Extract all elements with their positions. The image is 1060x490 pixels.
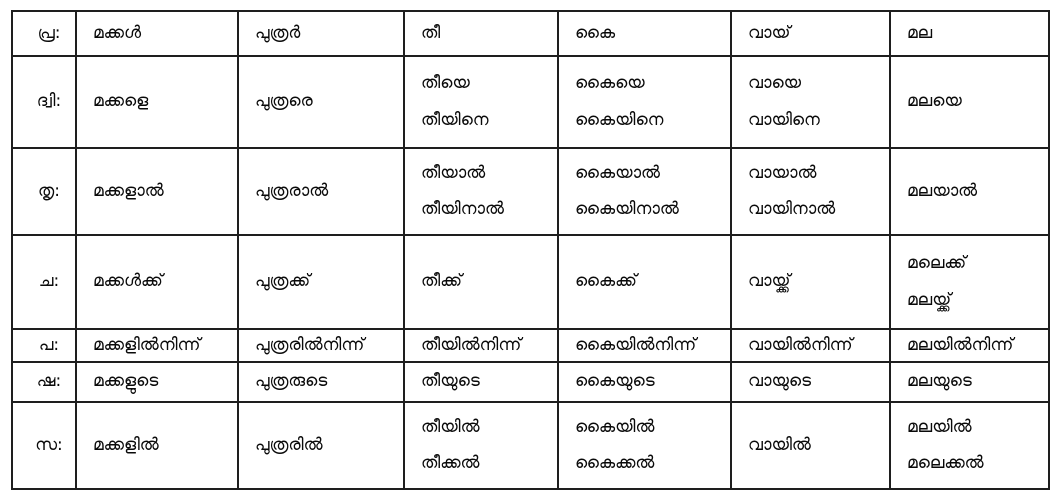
case-label-text: പ: (38, 334, 60, 355)
form-cell (731, 56, 890, 148)
word-form: മല (907, 22, 933, 43)
word-form: കൈ (575, 22, 616, 43)
word-form: വായിനെ (748, 109, 820, 130)
form-cell (890, 235, 1049, 329)
table-row-panchami (12, 329, 1049, 362)
form-cell (76, 402, 238, 489)
word-form: പുത്രരിൽ (255, 434, 323, 455)
word-form: മലയ്ക്ക് (907, 289, 952, 310)
word-form: കൈയുടെ (575, 371, 655, 392)
word-form: തീക്കൽ (421, 453, 480, 473)
word-form: വായിനാൽ (748, 199, 836, 219)
word-form: മലയെ (907, 91, 962, 112)
case-label-text: പ്ര: (37, 22, 61, 43)
word-form: പുത്രരുടെ (255, 371, 328, 392)
case-label (12, 362, 76, 402)
word-form: മക്കളാൽ (93, 180, 164, 201)
case-label (12, 235, 76, 329)
form-cell (890, 148, 1049, 235)
form-cell (404, 11, 558, 56)
form-cell (731, 329, 890, 362)
form-cell (404, 362, 558, 402)
word-form: മലയിൽ (907, 416, 972, 437)
form-cell (890, 56, 1049, 148)
case-label-text: തൃ: (38, 180, 60, 201)
word-form: തീയിൽ (421, 416, 480, 437)
form-cell (238, 362, 404, 402)
form-cell (404, 148, 558, 235)
declension-table (11, 10, 1050, 490)
word-form: തീയുടെ (421, 371, 480, 392)
word-form: മലെക്ക് (907, 253, 967, 274)
word-form: മക്കൾ (93, 22, 142, 43)
word-form: തീയാൽ (421, 162, 486, 183)
word-form: പുത്രരെ (255, 91, 313, 112)
form-cell (890, 402, 1049, 489)
word-form: വായുടെ (748, 371, 812, 392)
form-cell (731, 148, 890, 235)
form-cell (76, 235, 238, 329)
case-label (12, 148, 76, 235)
table-row-shashthi (12, 362, 1049, 402)
form-cell (558, 56, 731, 148)
table-row-sapthami (12, 402, 1049, 489)
form-cell (890, 362, 1049, 402)
case-label-text: ദ്വി: (36, 91, 62, 112)
table-row-prathama (12, 11, 1049, 56)
case-label (12, 402, 76, 489)
word-form: തീയിൽനിന്ന് (421, 334, 522, 355)
declension-table-wrap (11, 10, 1050, 490)
word-form: കൈയിൽ (575, 416, 655, 437)
case-label-text: ഷ: (36, 371, 62, 392)
form-cell (238, 56, 404, 148)
word-form: വായാൽ (748, 162, 817, 183)
form-cell (558, 362, 731, 402)
form-cell (731, 362, 890, 402)
word-form: കൈക്ക് (575, 271, 637, 292)
form-cell (558, 11, 731, 56)
case-label (12, 11, 76, 56)
word-form: പുത്രർ (255, 22, 301, 43)
word-form: കൈക്കൽ (575, 453, 655, 473)
word-form: തീയിനാൽ (421, 199, 504, 219)
word-form: തീ (421, 22, 441, 43)
word-form: മലയുടെ (907, 371, 972, 392)
form-cell (404, 235, 558, 329)
word-form: മക്കൾക്ക് (93, 271, 163, 292)
word-form: കൈയിനെ (575, 109, 664, 130)
form-cell (558, 235, 731, 329)
form-cell (76, 11, 238, 56)
word-form: വായ്ക്ക് (748, 271, 791, 292)
form-cell (76, 56, 238, 148)
form-cell (76, 148, 238, 235)
word-form: വായ് (748, 22, 791, 43)
word-form: വായെ (748, 73, 802, 94)
word-form: കൈയിൽനിന്ന് (575, 334, 697, 355)
word-form: തീയെ (421, 73, 470, 94)
table-row-thritheeya (12, 148, 1049, 235)
case-label (12, 329, 76, 362)
form-cell (890, 329, 1049, 362)
form-cell (238, 329, 404, 362)
word-form: മലയിൽനിന്ന് (907, 334, 1014, 355)
form-cell (404, 56, 558, 148)
word-form: പുത്രരിൽനിന്ന് (255, 334, 365, 355)
table-row-chaturthi (12, 235, 1049, 329)
word-form: പുത്രരാൽ (255, 180, 329, 201)
word-form: മക്കളിൽ (93, 434, 159, 455)
word-form: വായിൽനിന്ന് (748, 334, 853, 355)
form-cell (238, 235, 404, 329)
word-form: കൈയാൽ (575, 162, 660, 183)
case-label-text: ച: (38, 271, 60, 292)
form-cell (558, 148, 731, 235)
word-form: മക്കളുടെ (93, 371, 159, 392)
word-form: മലയാൽ (907, 180, 978, 201)
word-form: കൈയെ (575, 73, 645, 94)
table-row-dwitheeya (12, 56, 1049, 148)
form-cell (731, 402, 890, 489)
word-form: കൈയിനാൽ (575, 199, 679, 219)
form-cell (76, 362, 238, 402)
form-cell (238, 402, 404, 489)
word-form: പുത്രക്ക് (255, 271, 311, 292)
word-form: മലെക്കൽ (907, 453, 984, 473)
form-cell (76, 329, 238, 362)
form-cell (404, 402, 558, 489)
word-form: തീക്ക് (421, 271, 463, 292)
word-form: മക്കളെ (93, 91, 149, 112)
word-form: വായിൽ (748, 434, 811, 455)
word-form: മക്കളിൽനിന്ന് (93, 334, 201, 355)
form-cell (404, 329, 558, 362)
form-cell (558, 329, 731, 362)
form-cell (558, 402, 731, 489)
case-label-text: സ: (35, 434, 63, 455)
word-form: തീയിനെ (421, 109, 489, 130)
form-cell (238, 11, 404, 56)
form-cell (731, 11, 890, 56)
form-cell (238, 148, 404, 235)
form-cell (731, 235, 890, 329)
case-label (12, 56, 76, 148)
form-cell (890, 11, 1049, 56)
